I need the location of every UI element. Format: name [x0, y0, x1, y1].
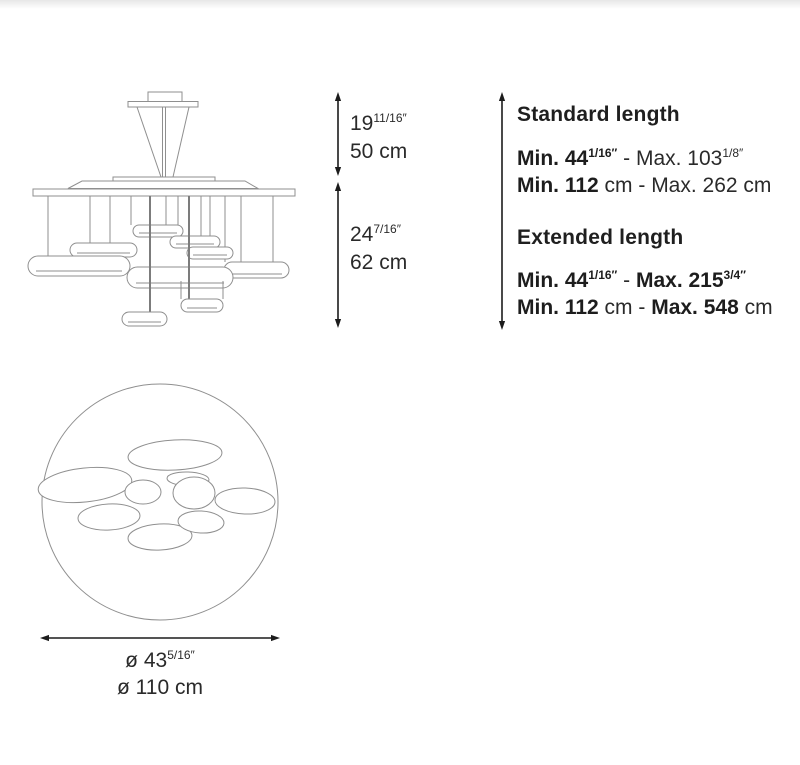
- body-height-metric: 62 cm: [350, 251, 408, 274]
- extended-length-heading: Extended length: [517, 226, 684, 249]
- upper-drop-metric: 50 cm: [350, 140, 408, 163]
- standard-inch-range: Min. $44^{1/16''}$ - Max. $103^{1/8''}$: [517, 146, 744, 170]
- body-plate: [33, 177, 295, 196]
- extended-cm-range: Min. 112 cm - Max. 548 cm: [517, 296, 773, 319]
- standard-length-heading: Standard length: [517, 103, 680, 126]
- extended-inch-range: Min. $44^{1/16''}$ - Max. $215^{3/4''}$: [517, 268, 746, 292]
- vertical-dimension-arrow: [330, 88, 346, 334]
- upper-drop-inches: $19^{11/16''}$: [350, 111, 407, 135]
- diameter-metric: ø 110 cm: [117, 676, 203, 699]
- body-height-inches: $24^{7/16''}$: [350, 222, 401, 246]
- upper-drop-dimension-label: [350, 110, 407, 166]
- diameter-inches: ø $43^{5/16''}$: [125, 648, 195, 672]
- pebble-reflectors-top: [36, 438, 275, 552]
- centre-tubes: [150, 196, 189, 312]
- extended-length-values: [517, 267, 773, 321]
- pebble-reflectors-side: [28, 225, 289, 288]
- standard-length-values: [517, 145, 771, 199]
- top-view-drawing: [20, 370, 310, 660]
- ceiling-canopy: [128, 92, 198, 107]
- page-top-shade: [0, 0, 800, 9]
- standard-cm-range: Min. 112 cm - Max. 262 cm: [517, 174, 772, 197]
- suspension-wires: [137, 107, 189, 177]
- body-height-dimension-label: [350, 221, 407, 277]
- total-length-arrow: [494, 88, 510, 334]
- diameter-dimension-arrow: [38, 630, 282, 646]
- side-view-drawing: [10, 85, 330, 335]
- diameter-dimension-label: [40, 647, 280, 701]
